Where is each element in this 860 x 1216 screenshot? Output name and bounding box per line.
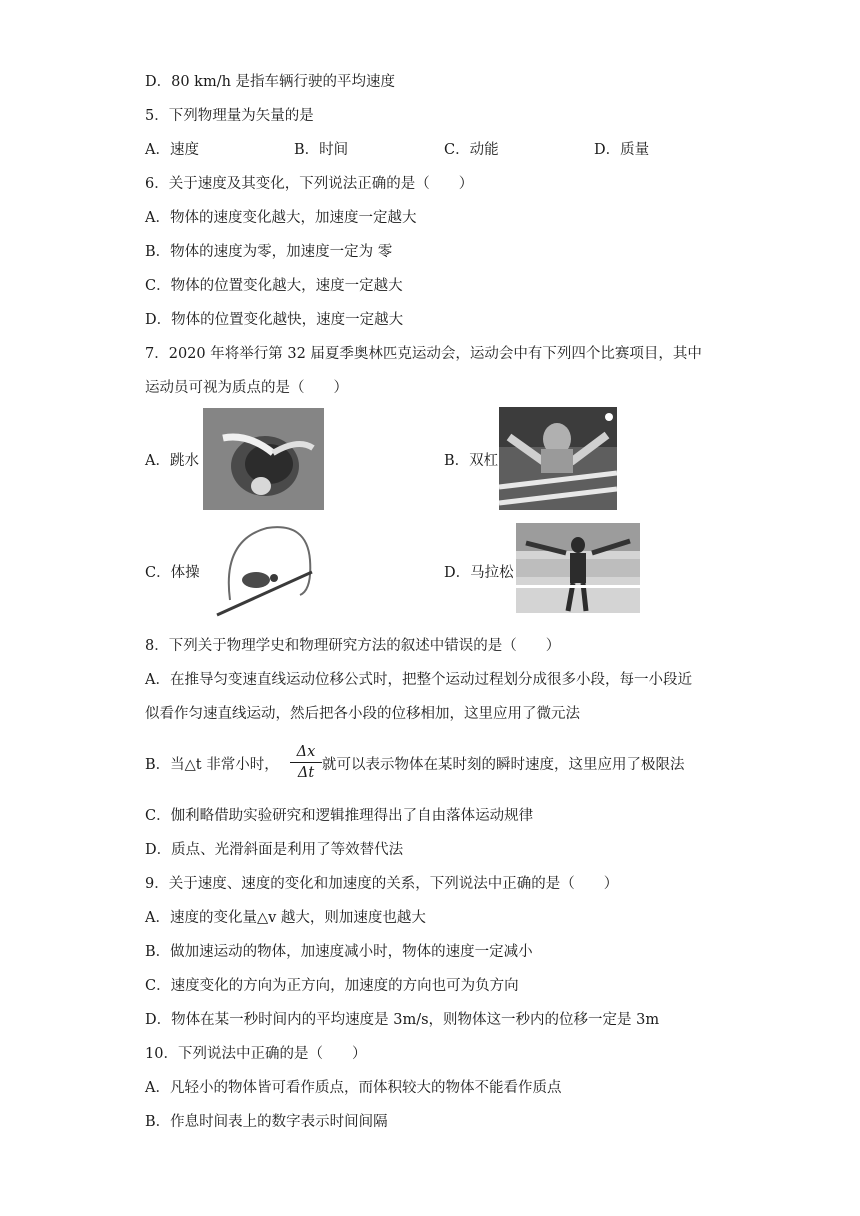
q10-option-b: B．作息时间表上的数字表示时间间隔 [145,1114,388,1130]
parallel-bars-photo [499,407,617,510]
q7-stem-line2: 运动员可视为质点的是（ ） [145,380,348,396]
q8-option-d: D．质点、光滑斜面是利用了等效替代法 [145,842,404,858]
q6-option-c: C．物体的位置变化越大，速度一定越大 [145,278,403,294]
q6-option-a: A．物体的速度变化越大，加速度一定越大 [145,210,417,226]
q10-stem: 10．下列说法中正确的是（ ） [145,1046,367,1062]
q8-option-a-line2: 似看作匀速直线运动，然后把各小段的位移相加，这里应用了微元法 [145,706,580,722]
q8-option-b-suffix: 就可以表示物体在某时刻的瞬时速度，这里应用了极限法 [322,757,685,773]
q8-option-a-line1: A．在推导匀变速直线运动位移公式时，把整个运动过程划分成很多小段，每一小段近 [145,672,692,688]
q8-option-c: C．伽利略借助实验研究和逻辑推理得出了自由落体运动规律 [145,808,534,824]
q5-option-c: C．动能 [444,142,499,158]
q10-option-a: A．凡轻小的物体皆可看作质点，而体积较大的物体不能看作质点 [145,1080,562,1096]
q7-option-c: C．体操 [145,565,200,581]
fraction-numerator: Δx [290,742,322,763]
q5-option-b: B．时间 [294,142,349,158]
q9-stem: 9．关于速度、速度的变化和加速度的关系，下列说法中正确的是（ ） [145,876,619,892]
q8-option-b-prefix: B．当△t 非常小时， [145,757,279,773]
q6-option-d: D．物体的位置变化越快，速度一定越大 [145,312,404,328]
q5-option-d: D．质量 [594,142,650,158]
q6-stem: 6．关于速度及其变化，下列说法正确的是（ ） [145,176,474,192]
q7-option-b: B．双杠 [444,453,499,469]
delta-x-over-delta-t-fraction [290,742,322,783]
q7-stem-line1: 7．2020 年将举行第 32 届夏季奥林匹克运动会，运动会中有下列四个比赛项目，其中 [145,346,702,362]
q9-option-c: C．速度变化的方向为正方向，加速度的方向也可为负方向 [145,978,519,994]
q5-stem: 5．下列物理量为矢量的是 [145,108,314,124]
q9-option-d: D．物体在某一秒时间内的平均速度是 3m/s，则物体这一秒内的位移一定是 3m [145,1012,660,1028]
fraction-denominator: Δt [297,765,315,781]
q8-stem: 8．下列关于物理学史和物理研究方法的叙述中错误的是（ ） [145,638,561,654]
q6-option-b: B．物体的速度为零，加速度一定为 零 [145,244,393,260]
gymnastics-photo [212,520,320,622]
q9-option-a: A．速度的变化量△v 越大，则加速度也越大 [145,910,426,926]
q7-option-a: A．跳水 [145,453,199,469]
diving-photo [203,408,324,510]
q7-option-d: D．马拉松 [444,565,514,581]
marathon-photo [516,523,640,613]
q5-option-a: A．速度 [145,142,199,158]
q9-option-b: B．做加速运动的物体，加速度减小时，物体的速度一定减小 [145,944,533,960]
q4-option-d: D．80 km/h 是指车辆行驶的平均速度 [145,74,396,90]
